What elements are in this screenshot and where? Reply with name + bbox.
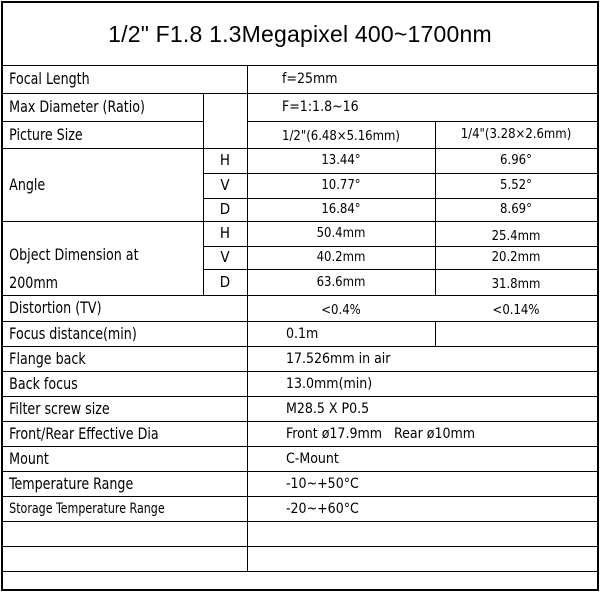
angle-d-quarter-inch: 8.69° — [500, 202, 532, 217]
filter-screw-label: Filter screw size — [9, 398, 110, 418]
picture-size-label: Picture Size — [9, 124, 83, 144]
object-dimension-label: Object Dimension at — [9, 245, 139, 264]
angle-v-half-inch: 10.77° — [321, 178, 361, 193]
object-v-axis: V — [220, 248, 230, 266]
max-diameter-value: F=1:1.8~16 — [282, 99, 359, 115]
storage-temperature-value: -20~+60°C — [286, 500, 359, 517]
angle-label: Angle — [9, 174, 46, 194]
max-diameter-label: Max Diameter (Ratio) — [9, 97, 145, 116]
object-dimension-distance: 200mm — [9, 273, 59, 292]
flange-back-label: Flange back — [9, 348, 86, 368]
object-v-quarter-inch: 20.2mm — [491, 250, 541, 265]
angle-h-axis: H — [219, 151, 231, 169]
focus-distance-label: Focus distance(min) — [9, 323, 137, 343]
back-focus-label: Back focus — [9, 373, 78, 393]
object-d-axis: D — [219, 272, 231, 291]
focal-length-value: f=25mm — [282, 71, 338, 87]
picture-size-quarter-inch: 1/4"(3.28×2.6mm) — [460, 127, 572, 142]
effective-dia-label: Front/Rear Effective Dia — [9, 423, 159, 443]
angle-h-half-inch: 13.44° — [321, 153, 361, 168]
angle-h-quarter-inch: 6.96° — [500, 153, 532, 168]
object-d-quarter-inch: 31.8mm — [491, 276, 541, 292]
storage-temperature-label: Storage Temperature Range — [9, 500, 165, 517]
picture-size-half-inch: 1/2"(6.48×5.16mm) — [282, 129, 400, 144]
distortion-quarter-inch: <0.14% — [492, 302, 540, 318]
angle-d-half-inch: 16.84° — [321, 202, 361, 217]
angle-v-axis: V — [220, 176, 230, 194]
object-d-half-inch: 63.6mm — [316, 274, 366, 290]
distortion-label: Distortion (TV) — [9, 298, 102, 317]
effective-dia-value: Front ø17.9mm Rear ø10mm — [286, 425, 476, 442]
spec-table — [1, 1, 599, 591]
angle-v-quarter-inch: 5.52° — [500, 178, 532, 193]
temperature-range-label: Temperature Range — [9, 473, 134, 493]
flange-back-value: 17.526mm in air — [286, 350, 391, 367]
filter-screw-value: M28.5 X P0.5 — [286, 400, 370, 417]
focus-distance-value: 0.1m — [286, 325, 319, 342]
object-h-axis: H — [219, 224, 231, 242]
mount-value: C-Mount — [286, 450, 339, 467]
temperature-range-value: -10~+50°C — [286, 475, 359, 492]
object-h-half-inch: 50.4mm — [316, 226, 366, 241]
back-focus-value: 13.0mm(min) — [286, 375, 373, 392]
grid-line — [3, 571, 597, 572]
object-v-half-inch: 40.2mm — [316, 250, 366, 265]
grid-line — [247, 65, 248, 121]
angle-d-axis: D — [219, 200, 231, 218]
focal-length-label: Focal Length — [9, 69, 90, 88]
distortion-half-inch: <0.4% — [321, 302, 361, 318]
grid-line — [3, 521, 597, 522]
object-h-quarter-inch: 25.4mm — [491, 229, 541, 244]
mount-label: Mount — [9, 448, 49, 468]
grid-line — [3, 546, 597, 547]
spec-title: 1/2" F1.8 1.3Megapixel 400~1700nm — [108, 20, 492, 47]
